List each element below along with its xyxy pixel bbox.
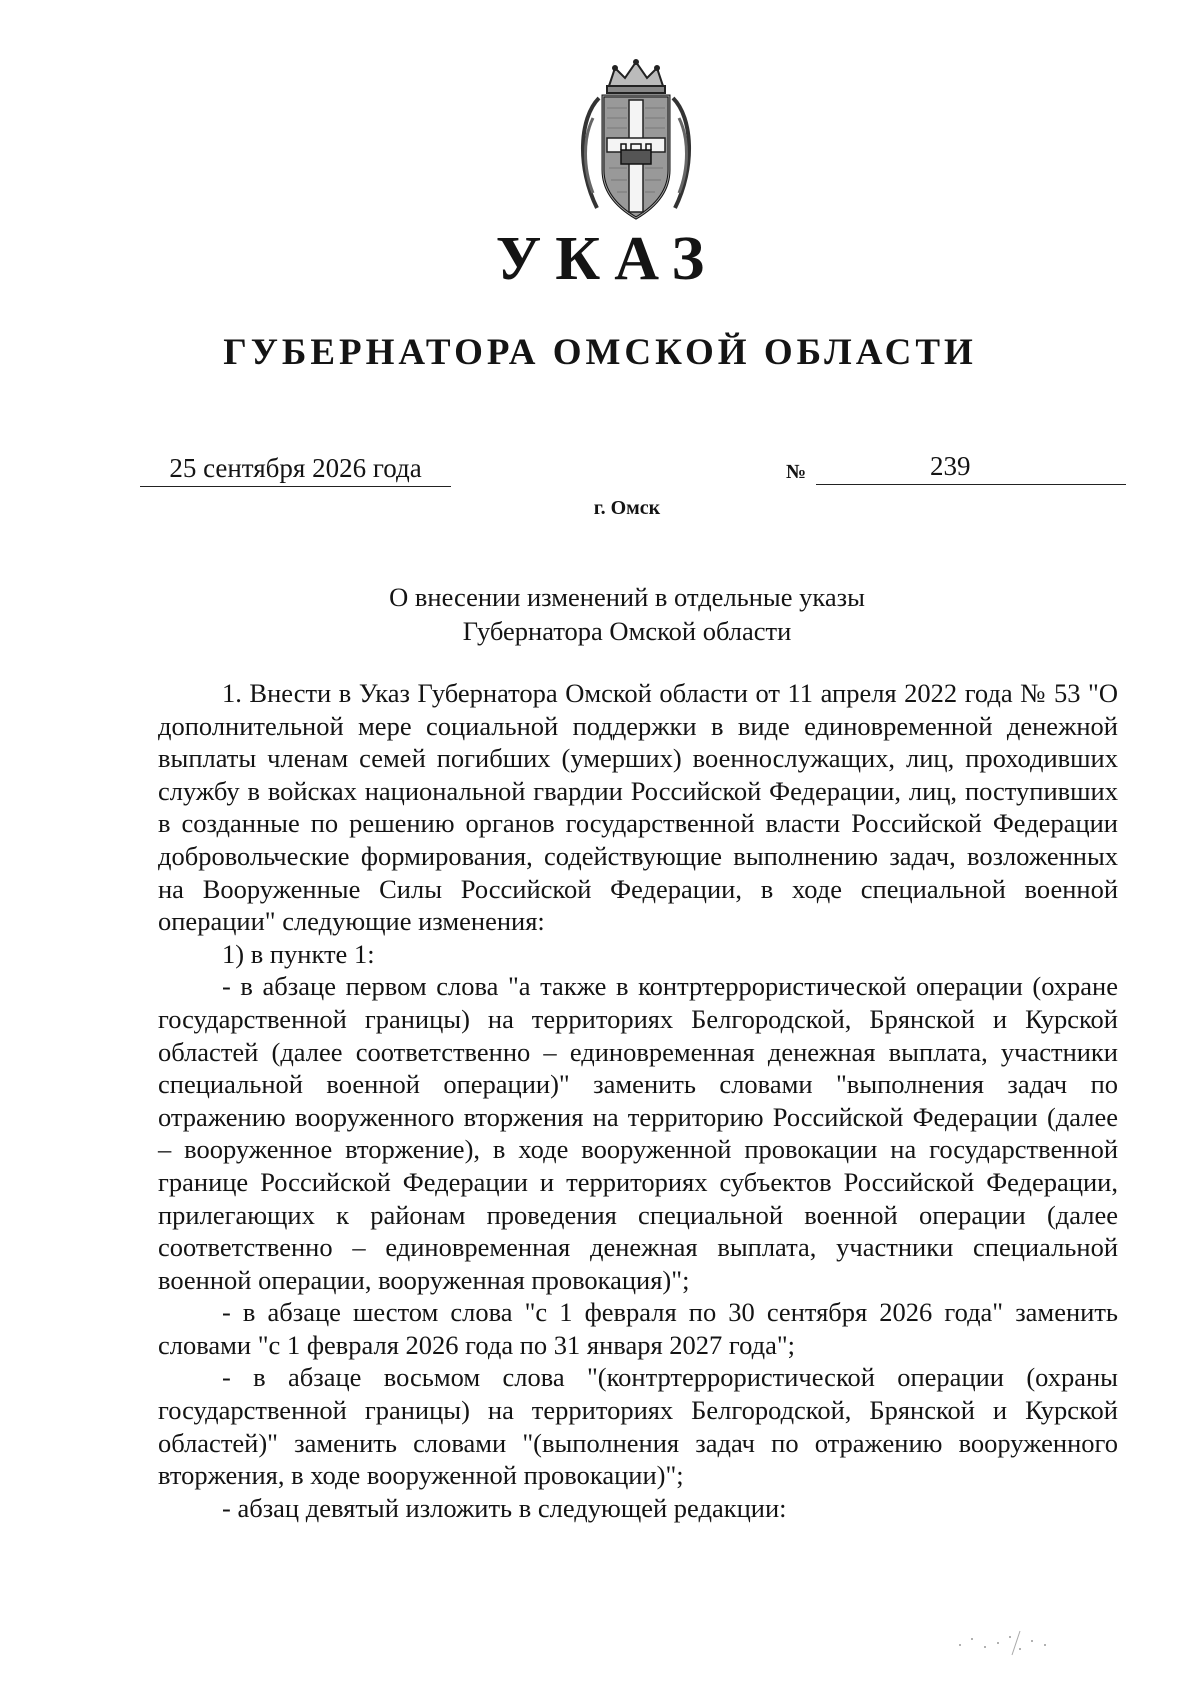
subject-line: Губернатора Омской области: [462, 616, 792, 646]
omsk-coat-of-arms-emblem: [569, 58, 703, 224]
number-label: №: [786, 461, 807, 483]
body-paragraph: - в абзаце первом слова "а также в контртеррористической операции (охране государственной границы) на территориях Белгородской, Брянской и Курской областей (далее соответственно – единовременная денежная выплата, участники специальной военной операции)" заменить словами "выполнения задач по отражению вооруженного вторжения на территорию Российской Федерации (далее – вооруженное вторжение), в ходе вооруженной провокации на государственной границе Российской Федерации и территориях субъектов Российской Федерации, прилегающих к районам проведения специальной военной операции (далее соответственно – единовременная денежная выплата, участники специальной военной операции, вооруженная провокация)";: [158, 971, 1118, 1295]
document-date: 25 сентября 2026 года: [140, 450, 451, 487]
document-title: УКАЗ: [495, 225, 719, 293]
body-paragraph: 1. Внести в Указ Губернатора Омской области от 11 апреля 2022 года № 53 "О дополнительной мере социальной поддержки в виде единовременной денежной выплаты членам семей погибших (умерших) военнослужащих, лиц, проходивших службу в войсках национальной гвардии Российской Федерации, лиц, поступивших в созданные по решению органов государственной власти Российской Федерации добровольческие формирования, содействующие выполнению задач, возложенных на Вооруженные Силы Российской Федерации, в ходе специальной военной операции" следующие изменения:: [158, 678, 1118, 937]
body-paragraph: - в абзаце шестом слова "с 1 февраля по 30 сентября 2026 года" заменить словами "с 1 февраля 2026 года по 31 января 2027 года";: [158, 1297, 1118, 1360]
subject-line: О внесении изменений в отдельные указы: [389, 582, 865, 612]
body-paragraph: - в абзаце восьмом слова "(контртеррористической операции (охраны государственной границы) на территориях Белгородской, Брянской и Курской областей)" заменить словами "(выполнения задач по отражению вооруженного вторжения, в ходе вооруженной провокации)";: [158, 1362, 1118, 1491]
document-subject: [0, 580, 1200, 648]
document-authority: ГУБЕРНАТОРА ОМСКОЙ ОБЛАСТИ: [223, 332, 977, 373]
document-number-field: [816, 448, 1126, 485]
body-paragraph: 1) в пункте 1:: [222, 938, 375, 969]
document-city: г. Омск: [593, 497, 661, 519]
scan-marks-decoration: [950, 1625, 1060, 1665]
document-number: 239: [930, 451, 971, 481]
body-paragraph: - абзац девятый изложить в следующей редакции:: [222, 1492, 787, 1523]
document-body: [158, 677, 1118, 1524]
